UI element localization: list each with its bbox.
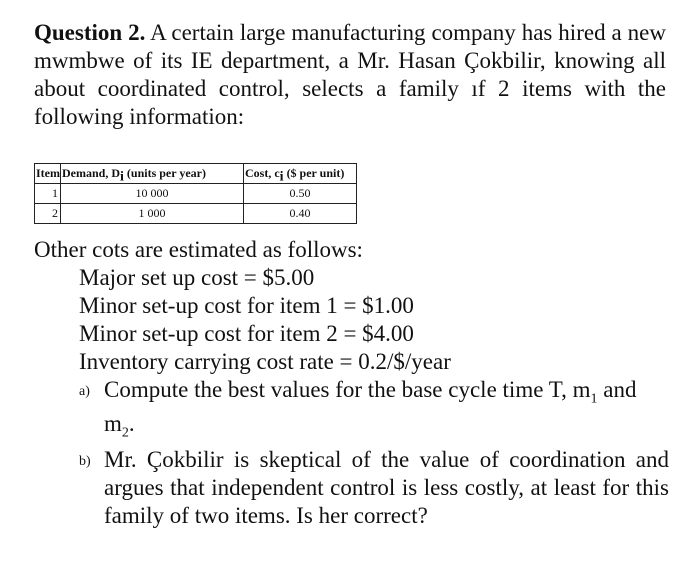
row-demand: 1 000 [61,204,244,224]
part-b-text: Mr. Çokbilir is skeptical of the value of coordination and argues that independent control is less costly, at least for this family of two items. Is her correct? [104,447,669,528]
items-table [34,163,357,224]
row-cost: 0.50 [244,184,357,204]
major-setup-cost: Major set up cost = $5.00 [79,265,315,290]
header-item: Item [35,164,61,184]
question-parts [79,376,669,530]
part-a-text-cont: $m_2$. [104,411,135,441]
cost-parameters [79,264,451,376]
part-b-label: b) [79,454,91,469]
row-cost: 0.40 [244,204,357,224]
row-item: 2 [35,204,61,224]
question-label: Question 2. [34,20,146,45]
part-b [79,446,669,530]
question-text: A certain large manufacturing company has hired a new mwmbwe of its IE department, a Mr. Hasan Çokbilir, knowing all about coordinated control, selects a family ıf 2 items with the following information: [34,20,666,129]
part-a [79,376,669,441]
question-intro [34,19,666,131]
carrying-cost-rate: Inventory carrying cost rate = 0.2/$/year [79,349,451,374]
other-costs-intro: Other cots are estimated as follows: [34,237,363,262]
table-header-row [35,164,357,184]
header-demand: Demand, $D_i$ (units per year) [61,164,244,184]
table-row [35,184,357,204]
header-cost: Cost, $c_i$ ($ per unit) [244,164,357,184]
minor-setup-cost-item1: Minor set-up cost for item 1 = $1.00 [79,293,414,318]
row-item: 1 [35,184,61,204]
part-a-label: a) [79,384,90,399]
minor-setup-cost-item2: Minor set-up cost for item 2 = $4.00 [79,321,414,346]
table-row [35,204,357,224]
row-demand: 10 000 [61,184,244,204]
part-a-text: Compute the best values for the base cycle time T, $m_1$ and [104,377,637,407]
